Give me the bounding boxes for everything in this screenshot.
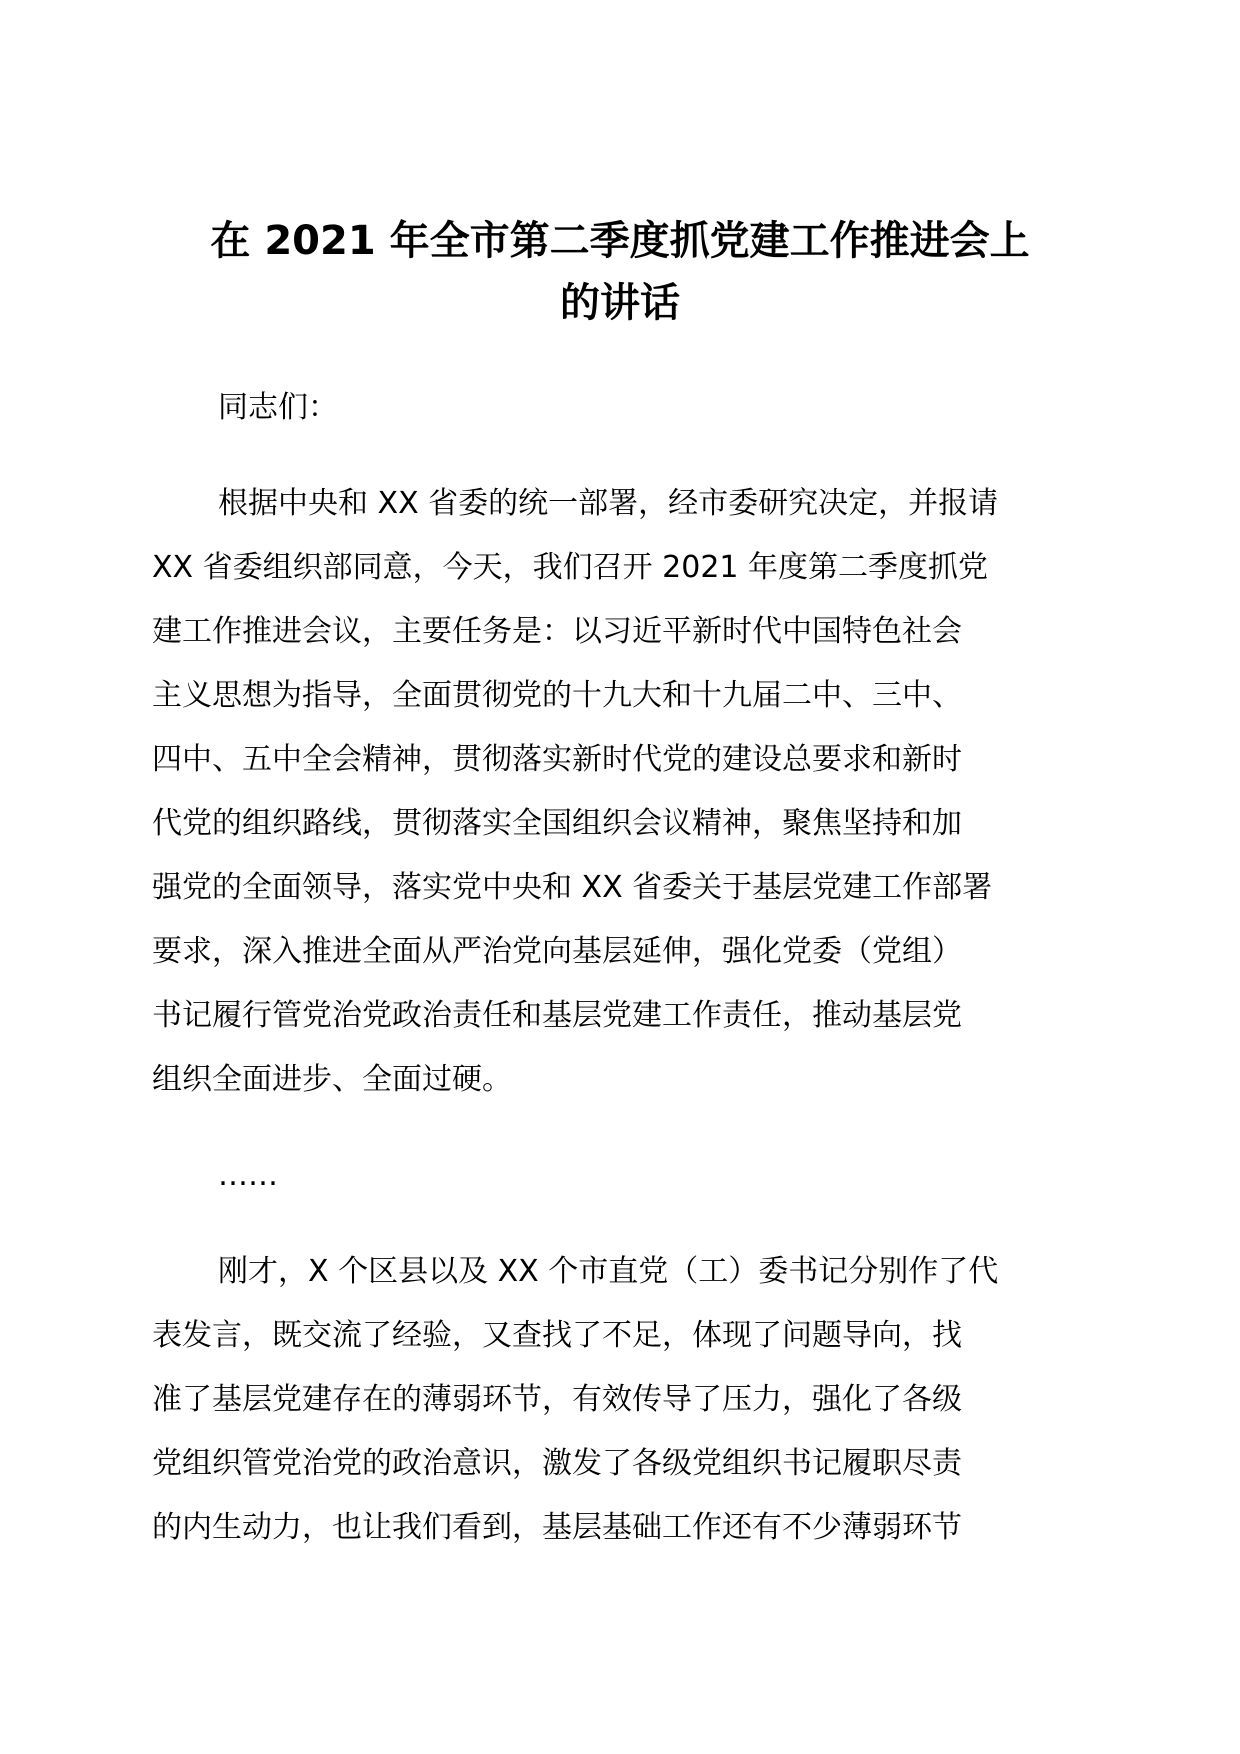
paragraph-1-line: 代党的组织路线，贯彻落实全国组织会议精神，聚焦坚持和加 [152,806,962,841]
document-body [152,376,1092,1592]
ellipsis: …… [218,1158,278,1193]
paragraph-1-line: 根据中央和 XX 省委的统一部署，经市委研究决定，并报请 [218,486,999,521]
title-line-1: 在 2021 年全市第二季度抓党建工作推进会上 [210,218,1030,264]
paragraph-1-line: 四中、五中全会精神，贯彻落实新时代党的建设总要求和新时 [152,742,962,777]
paragraph-1-line: 书记履行管党治党政治责任和基层党建工作责任，推动基层党 [152,998,962,1033]
document-title [150,210,1090,334]
paragraph-2-line: 表发言，既交流了经验，又查找了不足，体现了问题导向，找 [152,1318,962,1353]
paragraph-1-line: 主义思想为指导，全面贯彻党的十九大和十九届二中、三中、 [152,678,962,713]
paragraph-1-line: 要求，深入推进全面从严治党向基层延伸，强化党委（党组） [152,934,962,969]
paragraph-2-line: 的内生动力，也让我们看到，基层基础工作还有不少薄弱环节 [152,1510,962,1545]
title-line-2: 的讲话 [560,280,680,326]
salutation-paragraph [152,376,1092,440]
paragraph-2-line: 党组织管党治党的政治意识，激发了各级党组织书记履职尽责 [152,1446,962,1481]
paragraph-2-line: 刚才，X 个区县以及 XX 个市直党（工）委书记分别作了代 [218,1254,999,1289]
paragraph-2-line: 准了基层党建存在的薄弱环节，有效传导了压力，强化了各级 [152,1382,962,1417]
paragraph-1-line: 强党的全面领导，落实党中央和 XX 省委关于基层党建工作部署 [152,870,993,905]
paragraph-1 [152,472,1092,1112]
salutation: 同志们： [218,390,338,425]
paragraph-1-line: XX 省委组织部同意，今天，我们召开 2021 年度第二季度抓党 [152,550,989,585]
paragraph-2 [152,1240,1092,1560]
paragraph-1-line: 组织全面进步、全面过硬。 [152,1062,512,1097]
paragraph-1-line: 建工作推进会议，主要任务是：以习近平新时代中国特色社会 [152,614,962,649]
ellipsis-paragraph [152,1144,1092,1208]
